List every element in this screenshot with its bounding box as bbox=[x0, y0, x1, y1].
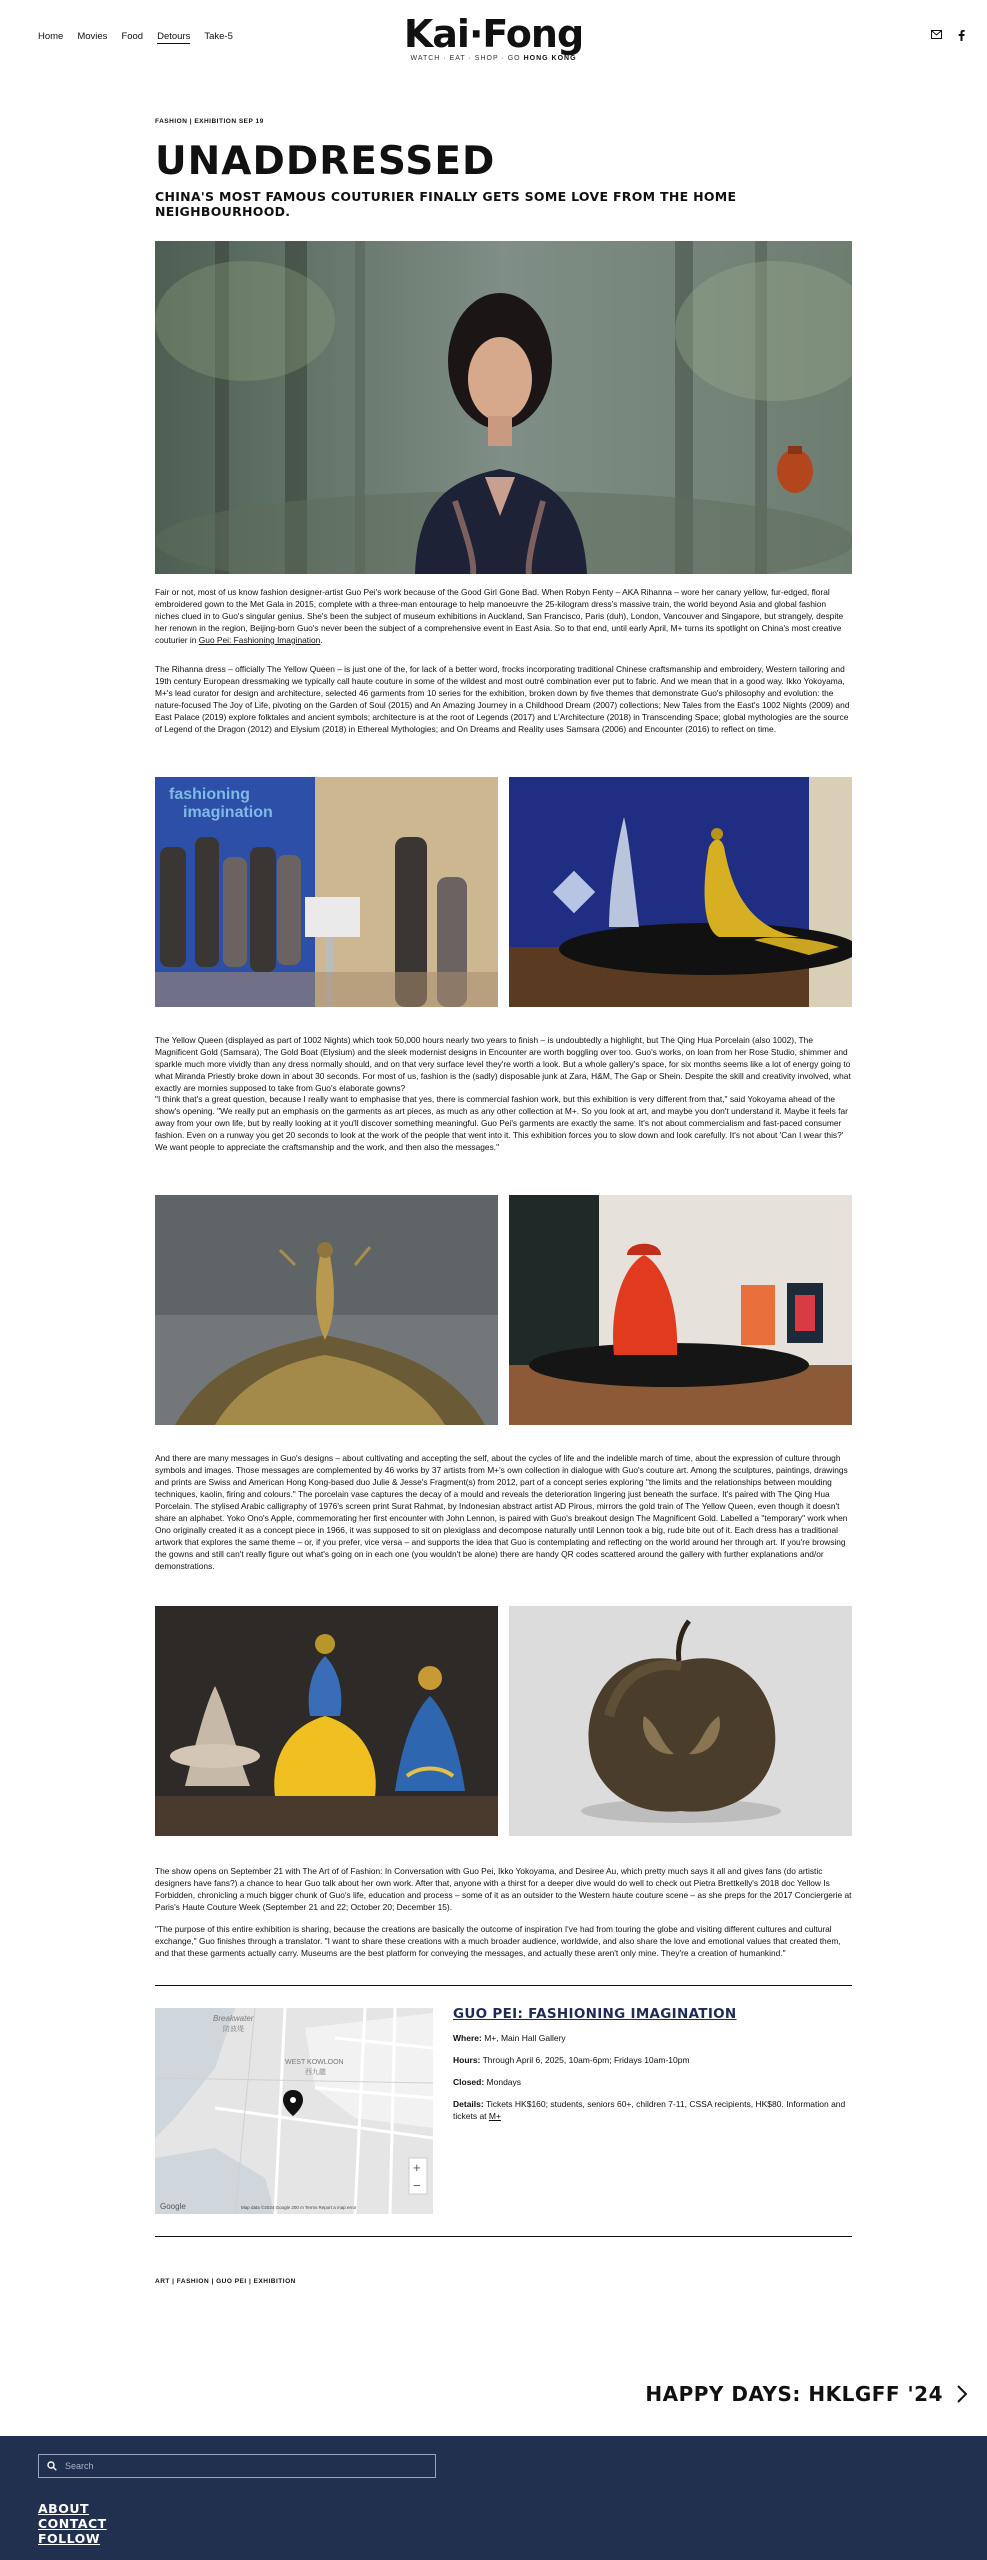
paragraph-7: "The purpose of this entire exhibition is sharing, because the creations are basically the outcome of inspiration I've had from touring the globe and visiting different cultures and cultural exchange," Guo finishes through a translator. "I want to share these creations with a much broader audience, worldwide, and also share the love and emotional values that created them, and that these garments actually carry. Museums are the best platform for conveying the messages, and actually these aren't only mine. They're a creation of humankind." bbox=[155, 1924, 841, 1958]
footer-contact-link[interactable]: CONTACT bbox=[38, 2516, 107, 2531]
logo-tagline bbox=[0, 55, 987, 62]
photo-row-2 bbox=[155, 1195, 852, 1425]
tickets-link[interactable]: M+ bbox=[488, 2111, 501, 2121]
svg-text:imagination: imagination bbox=[183, 804, 273, 821]
nav-detours[interactable]: Detours bbox=[157, 31, 191, 42]
location-map[interactable] bbox=[155, 2008, 433, 2214]
photo-bronze-apple bbox=[509, 1606, 852, 1836]
map-label-breakwater-zh: 防波堤 bbox=[223, 2025, 244, 2033]
info-where bbox=[453, 2032, 853, 2044]
next-post-title: HAPPY DAYS: HKLGFF '24 bbox=[645, 2382, 943, 2406]
paragraph-3: The Yellow Queen (displayed as part of 1002 Nights) which took 50,000 hours nearly two years to finish – is undoubtedly a highlight, but The Qing Hua Porcelain (also 1002), The Magnificent Gold (Samsara), The Gold Boat (Elysium) and the sleek modernist designs in Encounter are worth boggling over too. Guo's works, on loan from her Rose Studio, shimmer and sparkle much more vividly than any dress normally should, and on that very surface level they're worth a look. But a whole gallery's space, for six months seems like a lot of energy going to what Miranda Priestly broke down in about 30 seconds. For most of us, fashion is the (sadly) disposable junk at Zara, H&M, The Gap or Shein. Despite the skill and creativity involved, what exactly are mornies supposed to take from Guo's elaborate gowns? bbox=[155, 1035, 851, 1093]
info-closed-value: Mondays bbox=[486, 2077, 522, 2087]
photo-red-gown bbox=[509, 1195, 852, 1425]
info-hours-value: Through April 6, 2025, 10am-6pm; Fridays 10am-10pm bbox=[482, 2055, 690, 2065]
chevron-right-icon bbox=[957, 2385, 967, 2403]
logo-wordmark: Kai·Fong bbox=[403, 12, 584, 56]
tagline-text: WATCH · EAT · SHOP · GO bbox=[410, 55, 521, 62]
paragraph-4: "I think that's a great question, because I really want to emphasise that yes, there is commercial fashion work, but this exhibition is very different from that," said Yokoyama ahead of the show's opening. "We really put an emphasis on the garments as art pieces, as much as any other collection at M+. So you look at art, and maybe you don't understand it. Maybe it feels far away from your own life, but by really looking at it you'll discover something meaningful. Guo Pei's garments are exactly the same. It's not about commercialism and fast-paced consumer fashion. Even on a runway you get 20 seconds to look at the work of the people that went into it. This exhibition forces you to slow down and look carefully. It's not about 'Can I wear this?' We want people to appreciate the craftsmanship and the work, and then also the messages." bbox=[155, 1094, 848, 1152]
info-details bbox=[453, 2098, 853, 2122]
info-hours-label: Hours: bbox=[453, 2055, 481, 2065]
next-post-link[interactable] bbox=[645, 2382, 967, 2406]
photo-row-1 bbox=[155, 777, 852, 1007]
paragraph-2: The Rihanna dress – officially The Yellow Queen – is just one of the, for lack of a better word, frocks incorporating traditional Chinese craftsmanship and embroidery, Western tailoring and 19th century European dressmaking we typically call haute couture in some of the wildest and most outré combination ever put to fabric. And we mean that in a good way. Ikko Yokoyama, M+'s lead curator for design and architecture, selected 46 garments from 10 series for the exhibition, broken down by five themes that demonstrate Guo's philosophy and evolution: the nature-focused The Joy of Life, pivoting on the Garden of Soul (2015) and An Amazing Journey in a Childhood Dream (2007) collections; New Tales from the East's 1002 Nights (2009) and East Palace (2019) explore folktales and ancient symbols; architecture is at the root of Legends (2017) and L'Architecture (2018) in Transcending Space; global mythologies are the source of Legend of the Dragon (2012) and Elysium (2018) in Ethereal Mythologies; and On Dreams and Reality uses Samsara (2006) and Encounter (2016) to reflect on time. bbox=[155, 664, 850, 734]
info-closed bbox=[453, 2076, 853, 2088]
photo-gown-trio bbox=[155, 1606, 498, 1836]
article-title: UNADDRESSED bbox=[155, 139, 496, 184]
exhibition-link[interactable]: Guo Pei: Fashioning Imagination bbox=[198, 635, 321, 645]
photo-row-3 bbox=[155, 1606, 852, 1836]
nav-movies[interactable]: Movies bbox=[77, 31, 108, 42]
article-tags[interactable]: ART | FASHION | GUO PEI | EXHIBITION bbox=[155, 2278, 296, 2285]
map-canvas bbox=[155, 2008, 433, 2214]
article-subtitle: CHINA'S MOST FAMOUS COUTURIER FINALLY GETS SOME LOVE FROM THE HOME NEIGHBOURHOOD. bbox=[155, 189, 737, 219]
photo-opening-speech bbox=[155, 777, 498, 1007]
info-details-value: Tickets HK$160; students, seniors 60+, children 7-11, CSSA recipients, HK$80. Information and tickets at bbox=[453, 2099, 846, 2121]
info-where-label: Where: bbox=[453, 2033, 482, 2043]
map-label-district: WEST KOWLOON bbox=[285, 2059, 344, 2066]
hero-image bbox=[155, 241, 852, 574]
nav-food[interactable]: Food bbox=[121, 31, 144, 42]
facebook-icon[interactable] bbox=[958, 30, 965, 44]
paragraph-5: And there are many messages in Guo's designs – about cultivating and accepting the self, about the cycles of life and the indelible march of time, about the expression of culture through symbols and images. Those messages are complemented by 46 works by 37 artists from M+'s own collection in dialogue with Guo's couture art. Among the sculptures, paintings, drawings and prints are Swiss and American Hong Kong-based duo Julie & Jesse's Fragment(s) from 2012, part of a concept series exploring "the limits and the relationships between moulding techniques, kaolin, firing and colours." The porcelain vase captures the decay of a mould and reveals the deterioration lingering just beneath the surface. It's paired with The Qing Hua Porcelain. The stylised Arabic calligraphy of 1976's screen print Surat Rahmat, by Indonesian abstract artist AD Pirous, mirrors the gold train of The Yellow Queen, even though it doesn't share an alphabet. Yoko Ono's Apple, commemorating her first encounter with John Lennon, is paired with Guo's breakout design The Magnificent Gold. Labelled a "temporary" work when Ono originally created it as a concept piece in 1966, it was supposed to sit on plexiglass and decompose naturally until Lennon took a big, rude bite out of it. Each dress has a traditional artwork that explores the same theme – or, if you prefer, vice versa – and supports the idea that Guo is contemplating and reflecting on the world around her through art. If you're browsing the gowns and still can't really figure out what's going on in each one (you wouldn't be alone) there are handy QR codes scattered around the gallery with further explanations and/or demonstrations. bbox=[155, 1453, 848, 1571]
nav-home[interactable]: Home bbox=[38, 31, 64, 42]
info-hours bbox=[453, 2054, 853, 2066]
article-kicker: FASHION | EXHIBITION SEP 19 bbox=[155, 118, 264, 125]
map-label-district-zh: 西九龍 bbox=[305, 2068, 326, 2076]
hero-photo-portrait bbox=[155, 241, 852, 574]
info-closed-label: Closed: bbox=[453, 2077, 485, 2087]
map-zoom-controls bbox=[409, 2158, 427, 2194]
info-title[interactable]: GUO PEI: FASHIONING IMAGINATION bbox=[453, 2006, 737, 2022]
info-where-value: M+, Main Hall Gallery bbox=[484, 2033, 566, 2043]
tagline-city: HONG KONG bbox=[523, 55, 577, 62]
paragraph-1: Fair or not, most of us know fashion designer-artist Guo Pei's work because of the Good Girl Gone Bad. When Robyn Fenty – AKA Rihanna – wore her canary yellow, fur-edged, floral embroidered gown to the Met Gala in 2015, complete with a three-man entourage to help manoeuvre the 25-kilogram dress's massive train, the world beyond Asia and global fashion niches clued in to Guo's singular genius. She's been the subject of museum exhibitions in Auckland, San Francisco, Paris (duh), London, Vancouver and Singapore, but strangely, despite her renown in the region, Beijing-born Guo's never been the subject of a comprehensive event in East Asia. So to that end, until early April, M+ turns its spotlight on China's most creative couturier in Guo Pei: Fashioning Imagination. bbox=[155, 587, 844, 645]
social-links bbox=[931, 30, 965, 44]
search-icon bbox=[47, 2461, 57, 2471]
map-label-breakwater: Breakwater bbox=[213, 2014, 254, 2023]
paragraph-6: The show opens on September 21 with The Art of of Fashion: In Conversation with Guo Pei, Ikko Yokoyama, and Desiree Au, which pretty much says it all and gives fans (do artistic designers have fans?) a chance to hear Guo talk about her own work. After that, anyone with a thirst for a deeper dive would do well to check out Pietra Brettkelly's 2018 doc Yellow Is Forbidden, chronicling a much bigger chunk of Guo's life, education and process – some of it as an outsider to the Western haute couture scene – as she preps for the 2017 Conciergerie at Paris's Haute Couture Week (September 21 and 22; October 20; December 15). bbox=[155, 1866, 852, 1912]
divider-top bbox=[155, 1985, 852, 1986]
nav-take-5[interactable]: Take-5 bbox=[204, 31, 233, 42]
photo-yellow-queen-display bbox=[509, 777, 852, 1007]
map-attribution[interactable]: Map data ©2024 Google 200 m Terms Report a map error bbox=[241, 2205, 357, 2210]
paragraph-1-text: Fair or not, most of us know fashion designer-artist Guo Pei's work because of the Good Girl Gone Bad. When Robyn Fenty – AKA Rihanna – wore her canary yellow, fur-edged, floral embroidered gown to the Met Gala in 2015, complete with a three-man entourage to help manoeuvre the 25-kilogram dress's massive train, the world beyond Asia and global fashion niches clued in to Guo's singular genius. She's been the subject of museum exhibitions in Auckland, San Francisco, Paris (duh), London, Vancouver and Singapore, but strangely, despite her renown in the region, Beijing-born Guo's never been the subject of a comprehensive event in East Asia. So to that end, until early April, M+ turns its spotlight on China's most creative couturier in bbox=[155, 587, 844, 645]
site-logo[interactable] bbox=[0, 14, 987, 62]
photo-gold-gown bbox=[155, 1195, 498, 1425]
zoom-in-button[interactable]: + bbox=[413, 2160, 421, 2175]
site-footer bbox=[0, 2436, 987, 2560]
svg-text:fashioning: fashioning bbox=[169, 786, 250, 803]
search-input[interactable] bbox=[65, 2461, 405, 2471]
footer-search bbox=[38, 2454, 436, 2478]
footer-follow-link[interactable]: FOLLOW bbox=[38, 2531, 101, 2546]
map-google-logo: Google bbox=[160, 2202, 186, 2211]
zoom-out-button[interactable]: − bbox=[413, 2178, 421, 2193]
exhibition-info bbox=[453, 2006, 853, 2122]
site-header bbox=[0, 0, 987, 72]
info-details-label: Details: bbox=[453, 2099, 484, 2109]
divider-bottom bbox=[155, 2236, 852, 2237]
footer-links bbox=[38, 2501, 107, 2546]
footer-about-link[interactable]: ABOUT bbox=[38, 2501, 90, 2516]
mail-icon[interactable] bbox=[931, 30, 942, 44]
